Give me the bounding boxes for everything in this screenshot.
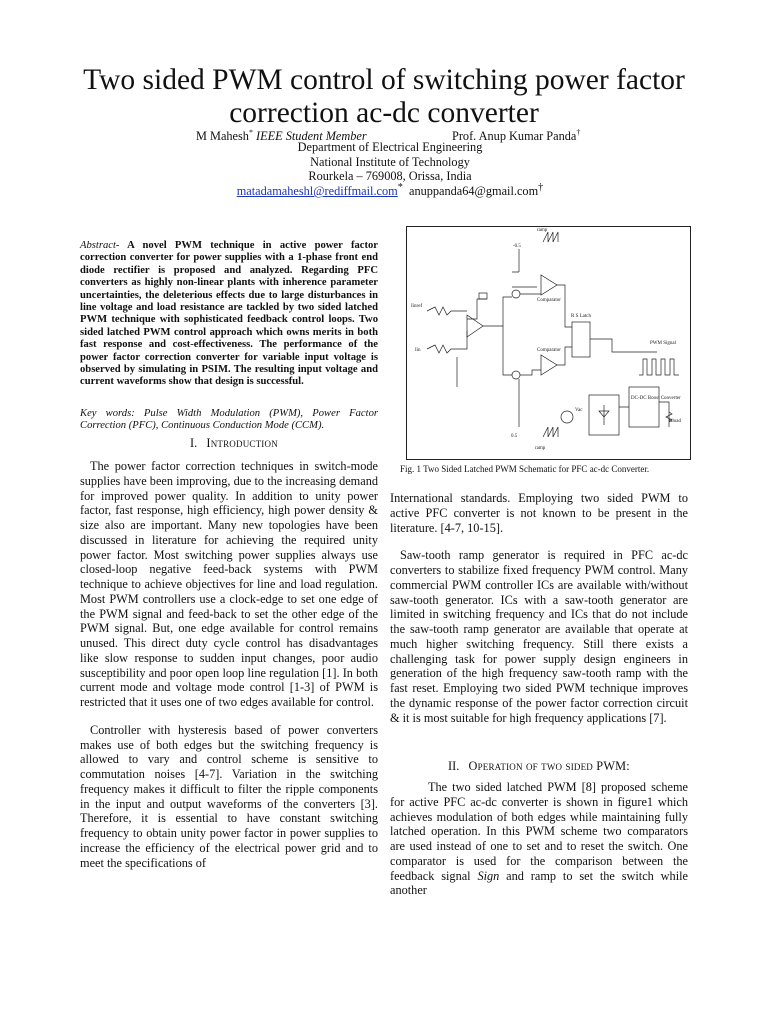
title-line-2: correction ac-dc converter [229,97,539,129]
title-line-1: Two sided PWM control of switching power factor [83,64,685,96]
resistor-iinref [427,307,467,315]
error-amplifier [467,315,483,337]
right-paragraph-3-a: The two sided latched PWM [8] proposed scheme for active PFC ac-dc converter is shown in figure1 which achieves modulation of both edges while maintaining fully latched operation. In this PWM scheme two comparators are used instead of one to set and to reset the switch. One comparator is used for the comparison between the feedback signal [390,780,688,883]
figure-1-caption: Fig. 1 Two Sided Latched PWM Schematic for PFC ac-dc Converter. [400,464,650,474]
affiliation-inst: National Institute of Technology [310,154,470,169]
right-paragraph-3 [390,780,688,898]
boost-converter [629,387,659,427]
author-1-role: IEEE Student Member [256,129,367,144]
affiliation [200,140,580,184]
paper-title [20,64,748,130]
comparator-top [541,275,557,295]
sum-node-bottom [512,371,520,379]
feedback-wire [467,299,487,319]
load-wires [619,402,672,427]
section-1-title: Introduction [206,436,278,450]
author-1-mark: * [248,128,253,137]
section-2-title: Operation of two sided PWM: [468,759,630,773]
left-column [80,459,378,870]
latch-out [590,339,657,352]
pwm-signal-label: PWM Signal [650,341,676,346]
email-2: anuppanda64@gmail.com [409,184,539,199]
email-1-mark: * [397,182,403,193]
neg-label: -0.5 [513,244,521,249]
right-paragraph-1: International standards. Employing two sided PWM to active PFC converter is not known to be present in the literature. [4-7, 10-15]. [390,491,688,535]
sum-node-top [512,290,520,298]
abstract [80,240,378,389]
pwm-waveform [639,359,679,375]
resistor-iin [427,331,467,353]
section-1-heading [190,436,278,451]
iin-label: Iin [415,348,421,353]
author-1-name: M Mahesh [196,129,249,144]
capacitor [479,293,487,299]
keywords: Key words: Pulse Width Modulation (PWM), Power Factor Correction (PFC), Continuous Conduction Mode (CCM). [80,408,378,432]
affiliation-dept: Department of Electrical Engineering [297,140,483,154]
comparator-bottom [541,355,557,375]
right-paragraph-2: Saw-tooth ramp generator is required in PFC ac-dc converters to stabilize fixed frequency PWM control. Many commercial PWM controller ICs are available with/without saw-tooth generator. ICs with a saw-tooth generator are limited in switching frequency and ICs that do not include the saw-tooth ramp generator are available that operate at much higher switching frequency. Still there exists a challenging task for power supply design engineers in generation of the high frequency saw-tooth ramp with the fast reset. Employing two sided PWM technique improves the dynamic response of the power factor correction circuit & it is most suitable for high frequency applications [7]. [390,548,688,725]
section-1-number: I. [190,436,198,450]
section-2-number: II. [448,759,460,773]
email-row [150,182,630,199]
email-2-mark: † [538,182,544,193]
schematic-drawing [407,227,690,459]
rload-label: Rload [669,419,681,424]
rs-latch [572,322,590,357]
vac-label: Vac [575,408,583,413]
right-column-2 [390,780,688,898]
abstract-label: Abstract- [80,240,120,251]
ramp-bottom-waveform [543,427,558,437]
intro-paragraph-1: The power factor correction techniques in switch-mode supplies have been improving, due to the increasing demand for improved power quality. In addition to unity power factor, fast response, high efficiency, high power density & size also are important. Many new topologies have been discussed in literature for achieving the required unity power factor. Most switching power supplies always use closed-loop negative feed-back systems with PWM technique to achieve objectives for line and load regulation. Most PWM controllers use a clock-edge to set one edge of the PWM signal and feed-back to set the other edge of the PWM signal. But, one edge available for control remains unused. This direct duty cycle control has disadvantages like slow response to sudden input changes, poor audio susceptibility and poor open loop line regulation [1]. In both current mode and voltage mode control [1-3] of PWM is restricted that it uses one of two edges available for control. [80,459,378,709]
iinref-label: Iinref [411,304,423,309]
comparator-bottom-label: Comparator [537,348,561,353]
diode-symbol [599,405,609,425]
author-2-name: Prof. Anup Kumar Panda [452,129,577,144]
section-2-heading [448,759,630,774]
ramp-bottom-label: ramp [535,446,546,451]
right-paragraph-3-b: and ramp to set the switch while another [390,868,688,898]
latch-label: R S Latch [571,314,591,319]
email-link-1[interactable]: matadamaheshl@rediffmail.com [236,184,398,199]
author-2-mark: † [576,128,581,137]
ramp-top-waveform [543,232,558,242]
abstract-text: A novel PWM technique in active power factor correction converter for power supplies with a 1-phase front end diode rectifier is proposed and analyzed. Regarding PFC converters as highly non-linear plants with inherence parameter uncertainties, the deleterious effects due to large disturbances in line voltage and load resistance are tackled by two sided latched PWM technique with sophisticated feedback control loops. Two sided latched PWM control approach which owns merits in both fast response and cost-effectiveness. The performance of the power factor correction converter for variable input voltage is observed by simulating in PSIM. The resulting input voltage and current waveforms show that design is successful. [80,240,378,388]
vac-source [561,411,573,423]
figure-1-schematic [406,226,691,460]
comparator-top-label: Comparator [537,298,561,303]
signal-wires [483,297,512,375]
top-wires [512,249,537,287]
right-column [390,491,688,725]
right-paragraph-3-em: Sign [477,868,500,883]
comparator-top-out [520,285,572,327]
pos-label: 0.5 [511,434,518,439]
ramp-top-label: ramp [537,228,548,233]
affiliation-addr: Rourkela – 769008, Orissa, India [308,169,472,184]
dcdc-label: DC-DC Boost Converter [631,396,681,401]
intro-paragraph-2: Controller with hysteresis based of power converters makes use of both edges but the switching frequency is allowed to vary and control scheme is sensitive to commutation noises [4-7]. Variation in the switching frequency makes it difficult to filter the ripple components in the input and output waveforms of the converters [3]. Therefore, it is essential to have constant switching frequency to obtain unity power factor in power supplies to increase the efficiency of the electrical power grid and to meet the specifications of [80,722,378,870]
